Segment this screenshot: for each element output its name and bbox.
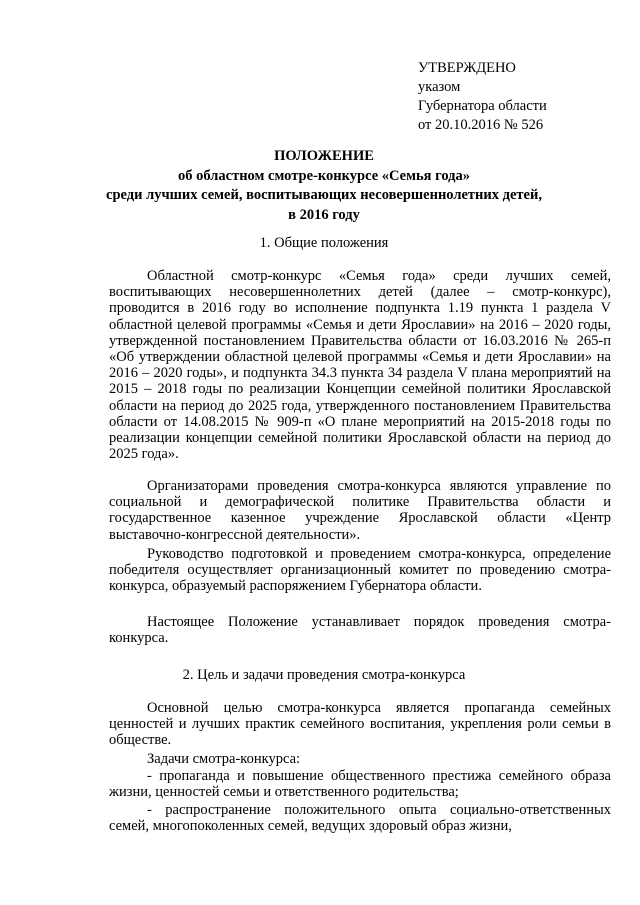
section-1-paragraph-1: Областной смотр-конкурс «Семья года» среди лучших семей, воспитывающих несовершеннолетних детей (далее – смотр-конкурс), проводится в 2016 году во исполнение подпункта 1.19 пункта 1 раздела V областной целевой программы «Семья и дети Ярославии» на 2016 – 2020 годы, утвержденной постановлением Правительства области от 16.03.2016 № 265-п «Об утверждении областной целевой программы «Семья и дети Ярославии» на 2016 – 2020 годы», и подпункта 34.3 пункта 34 раздела V плана мероприятий на 2015 – 2018 годы по реализации Концепции семейной политики Ярославской области на период до 2025 года, утвержденного постановлением Правительства области от 14.08.2015 № 909-п «О плане мероприятий на 2015-2018 годы по реализации концепции семейной политики Ярославской области на период до 2025 года».: [109, 268, 611, 463]
document-title: [60, 147, 588, 225]
title-line-3: среди лучших семей, воспитывающих несовершеннолетних детей,: [106, 187, 542, 203]
section-2-paragraph-3: - пропаганда и повышение общественного престижа семейного образа жизни, ценностей семьи и ответственного родительства;: [109, 768, 611, 801]
approval-line-4: от 20.10.2016 № 526: [418, 117, 544, 133]
section-1-heading: 1. Общие положения: [259, 235, 389, 251]
section-2-paragraph-2: Задачи смотра-конкурса:: [147, 751, 301, 767]
approval-line-3: Губернатора области: [418, 98, 547, 114]
approval-stamp: [418, 59, 547, 135]
section-2-heading: 2. Цель и задачи проведения смотра-конкурса: [182, 667, 466, 683]
title-line-1: ПОЛОЖЕНИЕ: [274, 148, 374, 164]
title-line-4: в 2016 году: [288, 206, 360, 223]
section-1-paragraph-4: Настоящее Положение устанавливает порядок проведения смотра-конкурса.: [109, 614, 611, 647]
section-2-paragraph-1: Основной целью смотра-конкурса является пропаганда семейных ценностей и лучших практик семейного воспитания, укрепления роли семьи в обществе.: [109, 700, 611, 749]
section-2-paragraph-4: - распространение положительного опыта социально-ответственных семей, многопоколенных семей, ведущих здоровый образ жизни,: [109, 802, 611, 835]
title-line-2: об областном смотре-конкурсе «Семья года»: [178, 167, 470, 184]
approval-line-2: указом: [418, 79, 461, 95]
section-1-paragraph-2: Организаторами проведения смотра-конкурса являются управление по социальной и демографической политике Правительства области и государственное казенное учреждение Ярославской области «Центр выставочно-конгрессной деятельности».: [109, 478, 611, 543]
approval-line-1: УТВЕРЖДЕНО: [418, 60, 516, 76]
section-1-paragraph-3: Руководство подготовкой и проведением смотра-конкурса, определение победителя осуществляет организационный комитет по проведению смотра-конкурса, образуемый распоряжением Губернатора области.: [109, 546, 611, 595]
